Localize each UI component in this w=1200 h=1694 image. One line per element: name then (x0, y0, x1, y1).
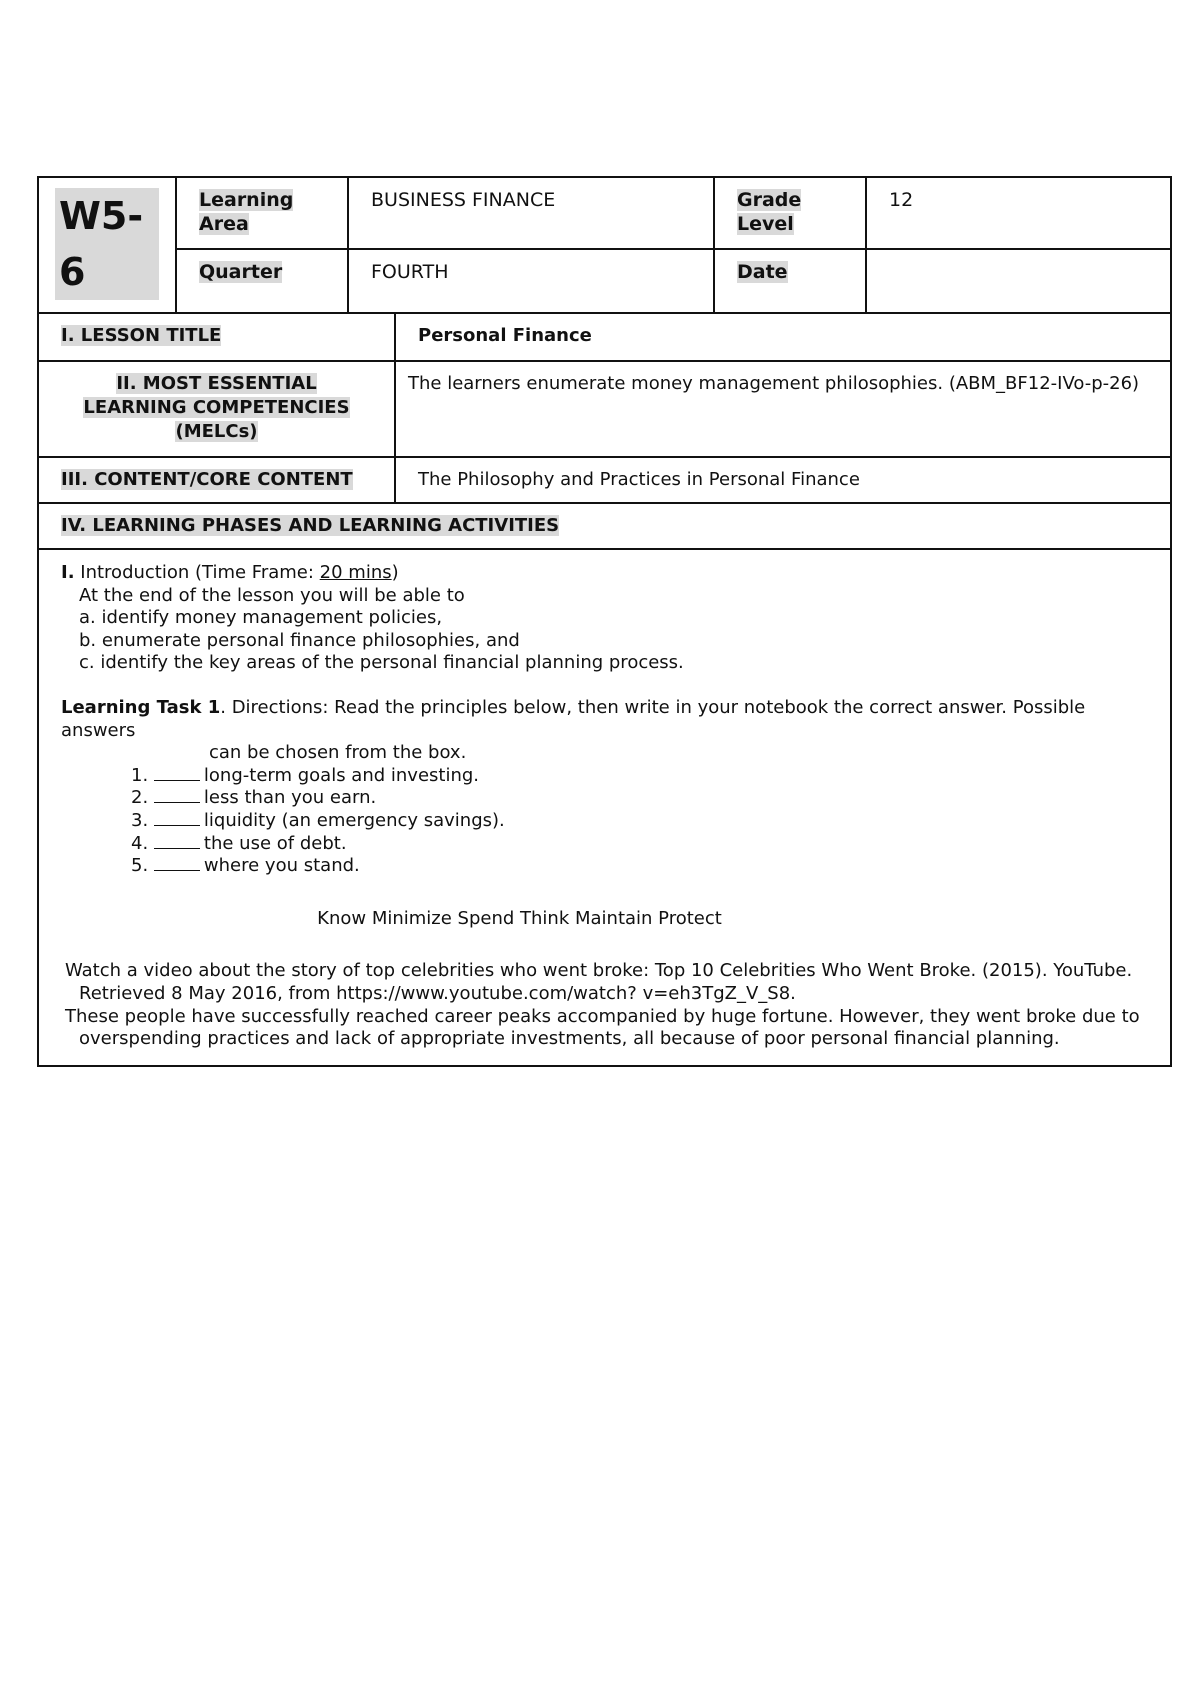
note-line2: overspending practices and lack of appropriate investments, all because of poor personal financial planning. (79, 1028, 1060, 1050)
task-line (61, 697, 1148, 742)
item-text: the use of debt. (203, 832, 347, 854)
activities-box (38, 549, 1171, 1066)
objective-a: a. identify money management policies, (79, 607, 443, 629)
content-label-cell (38, 457, 395, 503)
grade-level-value: 12 (866, 177, 1171, 249)
task-label: Learning Task 1 (61, 696, 221, 718)
melcs-value: The learners enumerate money management philosophies. (ABM_BF12-IVo-p-26) (395, 361, 1171, 457)
list-item (61, 855, 1148, 878)
learning-area-value: BUSINESS FINANCE (348, 177, 714, 249)
answer-blank (154, 788, 200, 803)
objective-c: c. identify the key areas of the personal financial planning process. (79, 652, 684, 674)
task-directions-line2: can be chosen from the box. (209, 742, 467, 764)
lesson-title-label-cell (38, 313, 395, 361)
intro-number: I. (61, 562, 75, 583)
content-value: The Philosophy and Practices in Personal Finance (395, 457, 1171, 503)
item-text: where you stand. (203, 855, 360, 877)
phases-label-cell (38, 503, 1171, 549)
date-label-cell (714, 249, 866, 313)
task-directions-label: Directions: (231, 696, 329, 718)
answer-blank (154, 811, 200, 826)
quarter-label-cell (176, 249, 348, 313)
item-text: liquidity (an emergency savings). (203, 809, 505, 831)
week-code: W5-6 (55, 188, 159, 300)
phases-label: IV. LEARNING PHASES AND LEARNING ACTIVITIES (61, 515, 560, 536)
item-number: 5. (131, 855, 149, 877)
week-code-cell (38, 177, 176, 313)
grade-level-label-cell (714, 177, 866, 249)
learning-area-label-cell (176, 177, 348, 249)
quarter-value: FOURTH (348, 249, 714, 313)
list-item (61, 765, 1148, 788)
item-number: 1. (131, 764, 149, 786)
intro-close: ) (391, 562, 399, 583)
date-label: Date (737, 261, 788, 283)
video-line2: Retrieved 8 May 2016, from https://www.youtube.com/watch? v=eh3TgZ_V_S8. (79, 982, 796, 1004)
note-line1: These people have successfully reached career peaks accompanied by huge fortune. However, they went broke due to (65, 1005, 1140, 1027)
grade-level-label: Grade Level (737, 189, 802, 235)
list-item (61, 833, 1148, 856)
intro-time: 20 mins (319, 562, 392, 583)
header-table (37, 176, 1172, 314)
answer-blank (154, 834, 200, 849)
intro-text: Introduction (Time Frame: (80, 562, 320, 583)
learning-area-label: Learning Area (199, 189, 294, 235)
intro-line (61, 562, 1148, 585)
list-item (61, 787, 1148, 810)
quarter-label: Quarter (199, 261, 283, 283)
item-number: 2. (131, 787, 149, 809)
melcs-label-line1: II. MOST ESSENTIAL (116, 373, 317, 394)
answer-blank (154, 766, 200, 781)
melcs-label-line3: (MELCs) (175, 421, 258, 442)
lesson-title-value: Personal Finance (395, 313, 1171, 361)
sections-table (37, 312, 1172, 1067)
lesson-plan-document (37, 176, 1170, 1067)
item-text: long-term goals and investing. (203, 764, 480, 786)
item-number: 3. (131, 809, 149, 831)
lesson-title-label: I. LESSON TITLE (61, 325, 222, 346)
date-value (866, 249, 1171, 313)
item-number: 4. (131, 832, 149, 854)
objective-b: b. enumerate personal finance philosophies, and (79, 629, 520, 651)
task-directions-line1: Read the principles below, then write in your notebook the correct answer. Possible answers (61, 696, 1086, 741)
answer-choices: Know Minimize Spend Think Maintain Protect (317, 907, 722, 929)
content-label: III. CONTENT/CORE CONTENT (61, 469, 353, 490)
answer-blank (154, 856, 200, 871)
objectives-lead: At the end of the lesson you will be able to (79, 584, 465, 606)
task-dot: . (220, 696, 232, 718)
melcs-label-line2: LEARNING COMPETENCIES (83, 397, 350, 418)
video-line1: Watch a video about the story of top celebrities who went broke: Top 10 Celebrities Who Went Broke. (2015). YouTube. (65, 960, 1133, 982)
item-text: less than you earn. (203, 787, 377, 809)
melcs-label-cell (38, 361, 395, 457)
list-item (61, 810, 1148, 833)
